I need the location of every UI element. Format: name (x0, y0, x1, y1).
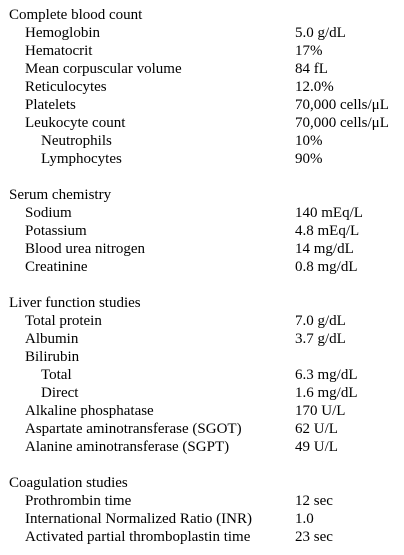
test-value: 17% (295, 43, 323, 59)
test-name: Leukocyte count (25, 115, 126, 131)
lab-row (9, 96, 399, 114)
test-value (295, 348, 399, 366)
test-value: 70,000 cells/μL (295, 115, 389, 131)
test-name: Blood urea nitrogen (25, 241, 145, 257)
test-name: International Normalized Ratio (INR) (25, 511, 253, 527)
test-value: 0.8 mg/dL (295, 259, 358, 275)
lab-row (9, 348, 399, 366)
test-name: Alkaline phosphatase (25, 403, 154, 419)
test-name: Sodium (25, 205, 72, 221)
lab-row (9, 492, 399, 510)
test-name: Direct (41, 385, 79, 401)
lab-row (9, 24, 399, 42)
section-header (9, 6, 399, 24)
test-value: 3.7 g/dL (295, 331, 346, 347)
lab-row (9, 402, 399, 420)
lab-row (9, 150, 399, 168)
test-value: 14 mg/dL (295, 241, 354, 257)
test-value: 1.6 mg/dL (295, 385, 358, 401)
lab-row (9, 510, 399, 528)
test-name: Total protein (25, 313, 102, 329)
section-title: Coagulation studies (9, 475, 128, 491)
lab-row (9, 60, 399, 78)
section-complete-blood-count (9, 6, 399, 168)
lab-row (9, 42, 399, 60)
test-name: Mean corpuscular volume (25, 61, 182, 77)
test-value: 70,000 cells/μL (295, 97, 389, 113)
lab-row (9, 528, 399, 546)
lab-row (9, 330, 399, 348)
section-liver-function-studies (9, 294, 399, 456)
test-value: 170 U/L (295, 403, 346, 419)
section-serum-chemistry (9, 186, 399, 276)
lab-row (9, 132, 399, 150)
lab-row (9, 438, 399, 456)
lab-row (9, 78, 399, 96)
test-value: 23 sec (295, 529, 333, 545)
test-value: 10% (295, 133, 323, 149)
test-value: 1.0 (295, 511, 314, 527)
test-name: Bilirubin (25, 349, 80, 365)
test-name: Hemoglobin (25, 25, 100, 41)
lab-row (9, 420, 399, 438)
test-name: Potassium (25, 223, 87, 239)
test-name: Hematocrit (25, 43, 93, 59)
lab-row (9, 204, 399, 222)
lab-row (9, 366, 399, 384)
test-name: Alanine aminotransferase (SGPT) (25, 439, 230, 455)
test-value: 5.0 g/dL (295, 25, 346, 41)
test-name: Reticulocytes (25, 79, 107, 95)
section-title: Complete blood count (9, 7, 143, 23)
lab-row (9, 312, 399, 330)
lab-row (9, 114, 399, 132)
test-value: 84 fL (295, 61, 328, 77)
section-header (9, 474, 399, 492)
test-value: 62 U/L (295, 421, 338, 437)
test-value: 7.0 g/dL (295, 313, 346, 329)
test-name: Lymphocytes (41, 151, 122, 167)
test-name: Total (41, 367, 72, 383)
test-value: 90% (295, 151, 323, 167)
section-title: Serum chemistry (9, 187, 112, 203)
test-value: 12.0% (295, 79, 334, 95)
test-value: 12 sec (295, 493, 333, 509)
test-name: Prothrombin time (25, 493, 132, 509)
lab-row (9, 222, 399, 240)
test-name: Aspartate aminotransferase (SGOT) (25, 421, 242, 437)
test-name: Albumin (25, 331, 79, 347)
section-header (9, 186, 399, 204)
test-name: Activated partial thromboplastin time (25, 529, 251, 545)
section-coagulation-studies (9, 474, 399, 546)
test-name: Neutrophils (41, 133, 112, 149)
test-value: 6.3 mg/dL (295, 367, 358, 383)
test-value: 4.8 mEq/L (295, 223, 360, 239)
test-value: 49 U/L (295, 439, 338, 455)
lab-results-table (9, 6, 399, 546)
lab-row (9, 240, 399, 258)
lab-row (9, 384, 399, 402)
section-header (9, 294, 399, 312)
test-value: 140 mEq/L (295, 205, 363, 221)
section-title: Liver function studies (9, 295, 141, 311)
test-name: Platelets (25, 97, 76, 113)
lab-row (9, 258, 399, 276)
test-name: Creatinine (25, 259, 88, 275)
